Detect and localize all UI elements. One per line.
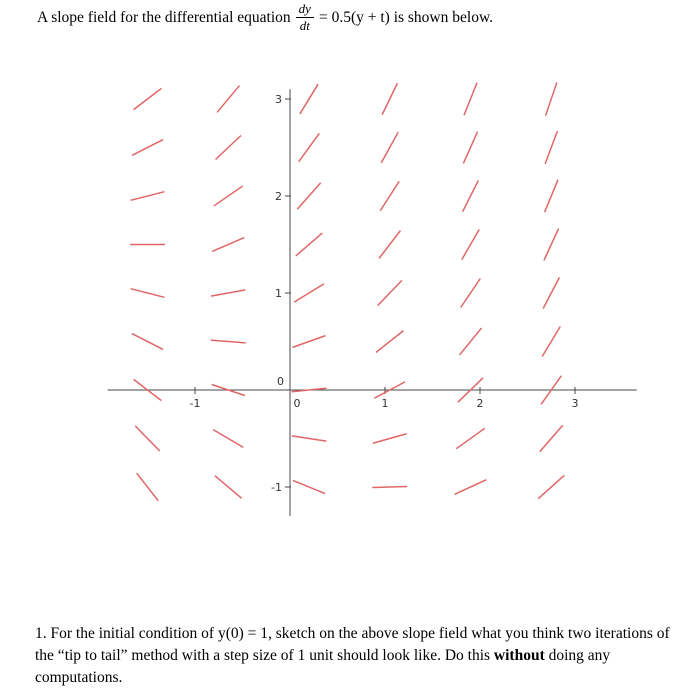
slope-segment <box>215 476 242 499</box>
slope-segment <box>297 183 320 209</box>
slope-segment <box>300 84 318 114</box>
slope-segment <box>293 336 326 348</box>
slope-segment <box>376 331 403 353</box>
slope-segment <box>132 334 163 350</box>
y-tick-label: 2 <box>275 190 282 203</box>
slope-segment <box>294 284 324 302</box>
slope-segment <box>455 480 487 495</box>
slope-segment <box>137 473 159 501</box>
y-tick-label: -1 <box>271 481 282 494</box>
slope-segment <box>372 487 407 488</box>
slope-segment <box>131 289 165 298</box>
slope-segment <box>296 233 322 256</box>
slope-segment <box>459 328 481 355</box>
statement-before: A slope field for the differential equation <box>37 8 291 26</box>
slope-segment <box>463 132 477 164</box>
slope-segment <box>212 238 244 252</box>
slope-segment <box>131 192 165 201</box>
slope-segment <box>214 186 243 206</box>
y-tick-label: 1 <box>275 287 282 300</box>
statement-equation: = 0.5(y + t) is shown below. <box>318 8 494 26</box>
slope-segment <box>216 135 241 159</box>
slope-segment <box>464 83 477 115</box>
question-bold-word: without <box>493 647 545 664</box>
fraction-denominator: dt <box>299 18 310 34</box>
y-tick-label: 0 <box>277 375 284 388</box>
slope-segment <box>538 475 564 498</box>
question-text-1: 1. For the initial condition of y(0) = 1, sketch on the above slope field what you think two iterations of the “tip to tail” method with a step size of 1 unit should look like. Do this <box>35 625 670 664</box>
slope-segment <box>378 280 402 305</box>
slope-segment <box>544 229 559 261</box>
slope-segment <box>211 340 246 343</box>
x-tick-label: -1 <box>189 397 201 410</box>
slope-field-chart <box>80 70 660 540</box>
slope-segment <box>545 180 558 212</box>
dy-dt-fraction <box>296 2 314 34</box>
slope-segment <box>134 88 162 109</box>
slope-segment <box>293 480 325 493</box>
slope-segment <box>461 278 481 307</box>
slope-field-plot <box>80 70 660 540</box>
y-tick-label: 3 <box>275 93 282 106</box>
x-tick-label: 1 <box>381 397 389 410</box>
slope-segment <box>380 181 399 210</box>
slope-segment <box>463 180 479 211</box>
slope-segment <box>545 131 557 164</box>
slope-segment <box>546 82 557 115</box>
fraction-numerator: dy <box>296 2 314 18</box>
question-text-2: doing any computations. <box>35 647 611 686</box>
x-tick-label: 2 <box>476 397 484 410</box>
x-tick-label: 0 <box>293 397 301 410</box>
slope-segment <box>379 231 400 259</box>
problem-statement <box>37 2 682 34</box>
slope-segment <box>542 327 560 357</box>
x-tick-label: 3 <box>571 397 579 410</box>
slope-segment <box>299 133 320 161</box>
slope-segment <box>462 229 479 259</box>
slope-segment <box>381 132 398 163</box>
slope-segment <box>132 140 163 156</box>
slope-segment <box>213 430 243 448</box>
slope-segment <box>217 86 239 113</box>
slope-segment <box>382 83 397 115</box>
slope-segment <box>292 436 327 441</box>
slope-segment <box>373 434 407 443</box>
slope-segment <box>543 277 559 308</box>
slope-segment <box>135 426 159 451</box>
slope-segment <box>211 290 245 296</box>
slope-segment <box>540 425 563 451</box>
question-1 <box>35 623 687 689</box>
slope-segment <box>456 428 484 448</box>
